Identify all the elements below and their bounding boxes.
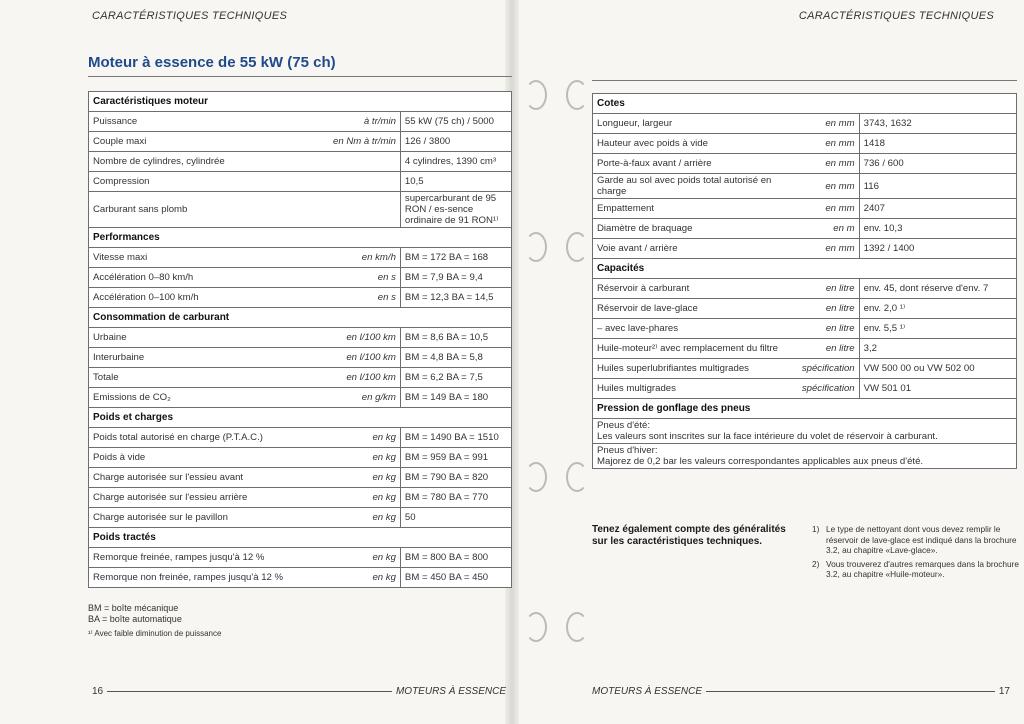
spec-value: 116 (859, 174, 1016, 199)
section-heading: Performances (89, 228, 512, 248)
summer-tire-row (593, 419, 1017, 444)
spec-unit: en s (329, 268, 400, 288)
footnote-text: Vous trouverez d'autres remarques dans la brochure 3.2, au chapitre «Huile-moteur». (826, 558, 1019, 579)
spec-unit: spécification (787, 359, 859, 379)
footnote-text: Le type de nettoyant dont vous devez remplir le réservoir de lave-glace est indiqué dans la brochure 3.2, au chapitre «Lave-glace». (826, 524, 1017, 555)
spec-unit: en l/100 km (329, 348, 400, 368)
spec-label: Urbaine (89, 328, 330, 348)
spec-label: Compression (89, 172, 330, 192)
spec-value: env. 2,0 ¹⁾ (859, 299, 1016, 319)
page-number: 16 (92, 686, 104, 697)
section-heading: Poids et charges (89, 408, 512, 428)
spec-value: 3,2 (859, 339, 1016, 359)
note-ba: BA = boîte automatique (88, 614, 182, 624)
winter-tire-row (593, 444, 1017, 469)
spec-unit: en mm (787, 134, 859, 154)
spec-row (593, 239, 1017, 259)
spec-row (89, 428, 512, 448)
spec-value: env. 5,5 ¹⁾ (859, 319, 1016, 339)
spec-label: Huile-moteur²⁾ avec remplacement du filtre (593, 339, 788, 359)
section-heading: Caractéristiques moteur (89, 92, 512, 112)
spec-unit: en litre (787, 279, 859, 299)
spec-row (593, 134, 1017, 154)
spec-row (89, 488, 512, 508)
footer-rule (107, 691, 392, 692)
spec-value: VW 500 00 ou VW 502 00 (859, 359, 1016, 379)
spec-row (89, 172, 512, 192)
spec-row (593, 114, 1017, 134)
spec-unit: en litre (787, 319, 859, 339)
right-page (512, 0, 1024, 724)
spec-value: 1418 (859, 134, 1016, 154)
spec-value: 1392 / 1400 (859, 239, 1016, 259)
spec-row (89, 112, 512, 132)
spec-label: Remorque freinée, rampes jusqu'à 12 % (89, 548, 330, 568)
spec-unit: en litre (787, 299, 859, 319)
page-footer (592, 686, 1010, 697)
spec-value: 4 cylindres, 1390 cm³ (400, 152, 511, 172)
spec-row (89, 448, 512, 468)
spec-value: BM = 172 BA = 168 (400, 248, 511, 268)
spec-label: Réservoir à carburant (593, 279, 788, 299)
spec-value: 126 / 3800 (400, 132, 511, 152)
page-footer (92, 686, 506, 697)
spec-label: Charge autorisée sur l'essieu avant (89, 468, 330, 488)
spec-label: Huiles superlubrifiantes multigrades (593, 359, 788, 379)
spec-value: BM = 12,3 BA = 14,5 (400, 288, 511, 308)
spec-row (89, 132, 512, 152)
spec-label: Réservoir de lave-glace (593, 299, 788, 319)
spec-unit (329, 152, 400, 172)
spec-label: Accélération 0–100 km/h (89, 288, 330, 308)
running-header: CARACTÉRISTIQUES TECHNIQUES (92, 10, 288, 22)
spec-value: BM = 450 BA = 450 (400, 568, 511, 588)
spec-value: BM = 800 BA = 800 (400, 548, 511, 568)
spec-unit: en s (329, 288, 400, 308)
spec-unit: en mm (787, 114, 859, 134)
spec-row (89, 468, 512, 488)
spec-unit: en kg (329, 548, 400, 568)
spec-row (593, 219, 1017, 239)
title-divider (88, 76, 512, 77)
spec-row (593, 174, 1017, 199)
spec-unit: en Nm à tr/min (329, 132, 400, 152)
spec-unit: en litre (787, 339, 859, 359)
spec-value: BM = 6,2 BA = 7,5 (400, 368, 511, 388)
spec-value: 10,5 (400, 172, 511, 192)
general-note-heading: Tenez également compte des généralités sur les caractéristiques techniques. (592, 524, 786, 547)
spec-unit: en mm (787, 239, 859, 259)
summer-text: Les valeurs sont inscrites sur la face intérieure du volet de réservoir à carburant. (597, 431, 938, 442)
section-heading: Consommation de carburant (89, 308, 512, 328)
spec-label: Carburant sans plomb (89, 192, 330, 228)
footnote: ¹⁾ Avec faible diminution de puissance (88, 629, 222, 638)
spec-label: Porte-à-faux avant / arrière (593, 154, 788, 174)
spec-value: BM = 8,6 BA = 10,5 (400, 328, 511, 348)
spec-label: Empattement (593, 199, 788, 219)
spec-row (593, 299, 1017, 319)
spec-label: – avec lave-phares (593, 319, 788, 339)
spec-unit: en kg (329, 428, 400, 448)
footnote (812, 559, 1020, 580)
note-bm: BM = boîte mécanique (88, 603, 179, 613)
spec-value: BM = 7,9 BA = 9,4 (400, 268, 511, 288)
spec-row (89, 268, 512, 288)
spec-row (593, 199, 1017, 219)
spec-label: Vitesse maxi (89, 248, 330, 268)
spec-row (89, 568, 512, 588)
spec-label: Hauteur avec poids à vide (593, 134, 788, 154)
spec-row (89, 548, 512, 568)
spec-label: Huiles multigrades (593, 379, 788, 399)
spec-unit: en l/100 km (329, 368, 400, 388)
winter-text: Majorez de 0,2 bar les valeurs correspondantes applicables aux pneus d'été. (597, 456, 924, 467)
spec-value: 50 (400, 508, 511, 528)
spec-label: Nombre de cylindres, cylindrée (89, 152, 330, 172)
spec-label: Couple maxi (89, 132, 330, 152)
spec-label: Accélération 0–80 km/h (89, 268, 330, 288)
spec-unit: en mm (787, 174, 859, 199)
spec-row (593, 339, 1017, 359)
spec-table (88, 91, 512, 588)
spec-value: 736 / 600 (859, 154, 1016, 174)
section-heading: Pression de gonflage des pneus (593, 399, 1017, 419)
spec-value: 55 kW (75 ch) / 5000 (400, 112, 511, 132)
spec-value: BM = 790 BA = 820 (400, 468, 511, 488)
spec-value: 3743, 1632 (859, 114, 1016, 134)
spec-row (593, 154, 1017, 174)
spec-unit: en kg (329, 448, 400, 468)
spec-value: BM = 1490 BA = 1510 (400, 428, 511, 448)
spec-label: Remorque non freinée, rampes jusqu'à 12 % (89, 568, 330, 588)
spec-row (89, 328, 512, 348)
title-divider (592, 80, 1017, 81)
spec-label: Charge autorisée sur l'essieu arrière (89, 488, 330, 508)
spec-unit: spécification (787, 379, 859, 399)
spec-label: Emissions de CO₂ (89, 388, 330, 408)
spec-row (593, 379, 1017, 399)
spec-row (593, 359, 1017, 379)
spec-label: Poids à vide (89, 448, 330, 468)
spec-value: env. 45, dont réserve d'env. 7 (859, 279, 1016, 299)
footer-rule (706, 691, 995, 692)
spec-row (89, 348, 512, 368)
spec-unit: en mm (787, 154, 859, 174)
spec-row (89, 368, 512, 388)
spec-value: VW 501 01 (859, 379, 1016, 399)
page-number: 17 (998, 686, 1010, 697)
footnotes (812, 524, 1020, 583)
spec-label: Interurbaine (89, 348, 330, 368)
footnote (812, 524, 1020, 556)
spec-label: Voie avant / arrière (593, 239, 788, 259)
spec-row (89, 388, 512, 408)
spec-label: Diamètre de braquage (593, 219, 788, 239)
spec-label: Charge autorisée sur le pavillon (89, 508, 330, 528)
spec-unit: en kg (329, 508, 400, 528)
spec-label: Totale (89, 368, 330, 388)
spec-row (593, 319, 1017, 339)
spec-unit: en kg (329, 568, 400, 588)
spec-value: BM = 4,8 BA = 5,8 (400, 348, 511, 368)
spec-table (592, 93, 1017, 469)
spec-unit: en kg (329, 468, 400, 488)
footer-label: MOTEURS À ESSENCE (592, 686, 703, 697)
spec-unit (329, 172, 400, 192)
spec-unit: à tr/min (329, 112, 400, 132)
spec-unit (329, 192, 400, 228)
spec-row (89, 248, 512, 268)
spec-unit: en mm (787, 199, 859, 219)
spec-value: 2407 (859, 199, 1016, 219)
spec-unit: en km/h (329, 248, 400, 268)
footnote-mark: 1) (812, 524, 820, 534)
spec-unit: en l/100 km (329, 328, 400, 348)
section-heading: Capacités (593, 259, 1017, 279)
footer-label: MOTEURS À ESSENCE (395, 686, 506, 697)
spec-unit: en m (787, 219, 859, 239)
spec-label: Poids total autorisé en charge (P.T.A.C.) (89, 428, 330, 448)
spec-label: Garde au sol avec poids total autorisé en charge (593, 174, 788, 199)
spec-value: supercarburant de 95 RON / es-sence ordinaire de 91 RON¹⁾ (400, 192, 511, 228)
spec-row (89, 508, 512, 528)
spec-row (593, 279, 1017, 299)
section-heading: Poids tractés (89, 528, 512, 548)
page-title: Moteur à essence de 55 kW (75 ch) (88, 54, 336, 71)
notes (88, 603, 221, 639)
spec-label: Longueur, largeur (593, 114, 788, 134)
spec-value: BM = 959 BA = 991 (400, 448, 511, 468)
running-header: CARACTÉRISTIQUES TECHNIQUES (798, 10, 994, 22)
winter-label: Pneus d'hiver: (597, 445, 658, 456)
spec-unit: en g/km (329, 388, 400, 408)
spec-value: BM = 149 BA = 180 (400, 388, 511, 408)
spec-row (89, 192, 512, 228)
spec-unit: en kg (329, 488, 400, 508)
footnote-mark: 2) (812, 558, 820, 569)
spec-label: Puissance (89, 112, 330, 132)
spec-value: BM = 780 BA = 770 (400, 488, 511, 508)
spec-row (89, 288, 512, 308)
section-heading: Cotes (593, 94, 1017, 114)
spec-row (89, 152, 512, 172)
summer-label: Pneus d'été: (597, 420, 651, 431)
spec-value: env. 10,3 (859, 219, 1016, 239)
